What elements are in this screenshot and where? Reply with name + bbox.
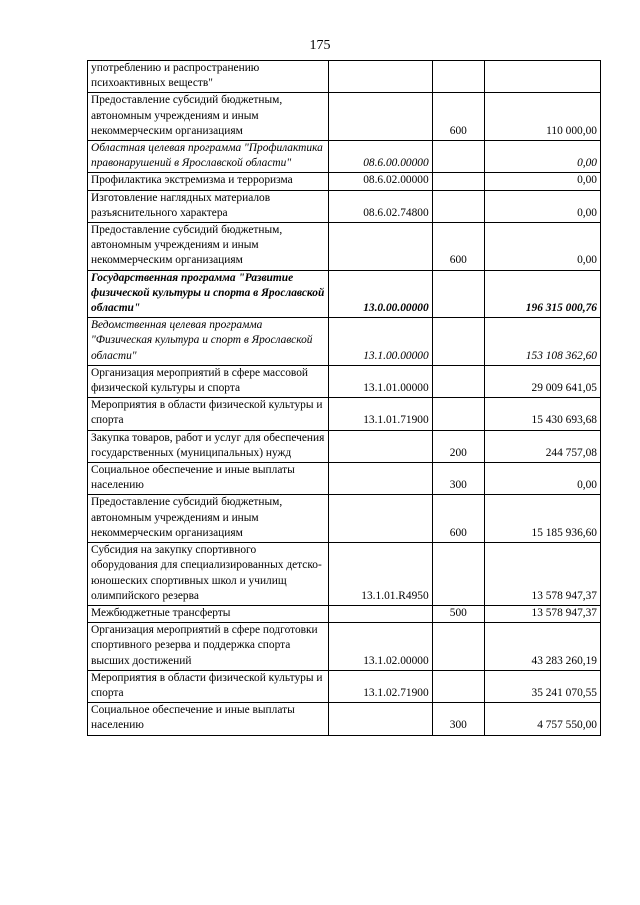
row-expense-type-cell: [432, 190, 484, 222]
row-amount-cell: 4 757 550,00: [484, 703, 600, 735]
row-expense-type-cell: [432, 543, 484, 606]
table-row: [88, 605, 601, 622]
row-code-cell: 08.6.00.00000: [329, 141, 432, 173]
row-amount-cell: 244 757,08: [484, 430, 600, 462]
row-name-cell: Профилактика экстремизма и терроризма: [88, 173, 329, 190]
row-expense-type-cell: [432, 318, 484, 366]
page-number: 175: [309, 38, 331, 53]
table-row: [88, 93, 601, 141]
row-name-cell: Межбюджетные трансферты: [88, 605, 329, 622]
row-expense-type-cell: 600: [432, 223, 484, 271]
row-name-cell: Мероприятия в области физической культуры и спорта: [88, 670, 329, 702]
row-expense-type-cell: [432, 670, 484, 702]
row-amount-cell: 0,00: [484, 463, 600, 495]
table-row: [88, 703, 601, 735]
row-code-cell: [329, 605, 432, 622]
table-row: [88, 365, 601, 397]
row-expense-type-cell: 300: [432, 463, 484, 495]
row-expense-type-cell: [432, 173, 484, 190]
row-expense-type-cell: 600: [432, 93, 484, 141]
table-row: [88, 543, 601, 606]
table-row: [88, 495, 601, 543]
row-expense-type-cell: [432, 141, 484, 173]
table-row: [88, 430, 601, 462]
row-expense-type-cell: [432, 398, 484, 430]
row-amount-cell: 13 578 947,37: [484, 543, 600, 606]
row-code-cell: 08.6.02.00000: [329, 173, 432, 190]
row-name-cell: Ведомственная целевая программа "Физическая культура и спорт в Ярославской области": [88, 318, 329, 366]
row-code-cell: [329, 463, 432, 495]
row-code-cell: [329, 93, 432, 141]
row-amount-cell: 0,00: [484, 190, 600, 222]
table-row: [88, 141, 601, 173]
row-amount-cell: 15 430 693,68: [484, 398, 600, 430]
row-expense-type-cell: [432, 270, 484, 318]
row-amount-cell: 0,00: [484, 223, 600, 271]
row-expense-type-cell: 600: [432, 495, 484, 543]
row-expense-type-cell: 500: [432, 605, 484, 622]
row-code-cell: 13.1.02.00000: [329, 623, 432, 671]
row-name-cell: Предоставление субсидий бюджетным, автономным учреждениям и иным некоммерческим организациям: [88, 223, 329, 271]
row-amount-cell: 0,00: [484, 173, 600, 190]
row-amount-cell: 0,00: [484, 141, 600, 173]
budget-table: [87, 60, 601, 736]
table-row: [88, 623, 601, 671]
row-name-cell: Организация мероприятий в сфере подготовки спортивного резерва и поддержка спорта высших достижений: [88, 623, 329, 671]
row-code-cell: 13.1.02.71900: [329, 670, 432, 702]
row-amount-cell: 110 000,00: [484, 93, 600, 141]
row-code-cell: [329, 430, 432, 462]
table-row: [88, 398, 601, 430]
row-amount-cell: 43 283 260,19: [484, 623, 600, 671]
row-code-cell: 13.1.01.71900: [329, 398, 432, 430]
row-amount-cell: 196 315 000,76: [484, 270, 600, 318]
row-expense-type-cell: [432, 623, 484, 671]
row-name-cell: Организация мероприятий в сфере массовой физической культуры и спорта: [88, 365, 329, 397]
row-name-cell: Субсидия на закупку спортивного оборудования для специализированных детско-юношеских спортивных школ и училищ олимпийского резерва: [88, 543, 329, 606]
row-expense-type-cell: 200: [432, 430, 484, 462]
row-name-cell: Государственная программа "Развитие физической культуры и спорта в Ярославской области": [88, 270, 329, 318]
row-amount-cell: [484, 61, 600, 93]
row-code-cell: 13.1.00.00000: [329, 318, 432, 366]
row-code-cell: [329, 703, 432, 735]
row-amount-cell: 35 241 070,55: [484, 670, 600, 702]
row-code-cell: 08.6.02.74800: [329, 190, 432, 222]
table-row: [88, 270, 601, 318]
table-row: [88, 190, 601, 222]
table-row: [88, 223, 601, 271]
row-code-cell: [329, 495, 432, 543]
row-name-cell: Предоставление субсидий бюджетным, автономным учреждениям и иным некоммерческим организациям: [88, 93, 329, 141]
table-row: [88, 61, 601, 93]
row-amount-cell: 29 009 641,05: [484, 365, 600, 397]
row-name-cell: употреблению и распространению психоактивных веществ": [88, 61, 329, 93]
row-name-cell: Областная целевая программа "Профилактика правонарушений в Ярославской области": [88, 141, 329, 173]
row-name-cell: Социальное обеспечение и иные выплаты населению: [88, 703, 329, 735]
table-row: [88, 463, 601, 495]
row-code-cell: 13.1.01.R4950: [329, 543, 432, 606]
budget-table-body: [88, 61, 601, 736]
row-amount-cell: 153 108 362,60: [484, 318, 600, 366]
table-row: [88, 670, 601, 702]
row-name-cell: Изготовление наглядных материалов разъяснительного характера: [88, 190, 329, 222]
row-expense-type-cell: [432, 61, 484, 93]
table-row: [88, 173, 601, 190]
table-row: [88, 318, 601, 366]
row-code-cell: 13.0.00.00000: [329, 270, 432, 318]
row-code-cell: [329, 61, 432, 93]
row-code-cell: 13.1.01.00000: [329, 365, 432, 397]
row-name-cell: Закупка товаров, работ и услуг для обеспечения государственных (муниципальных) нужд: [88, 430, 329, 462]
row-code-cell: [329, 223, 432, 271]
row-amount-cell: 15 185 936,60: [484, 495, 600, 543]
row-name-cell: Социальное обеспечение и иные выплаты населению: [88, 463, 329, 495]
row-amount-cell: 13 578 947,37: [484, 605, 600, 622]
row-expense-type-cell: [432, 365, 484, 397]
row-name-cell: Предоставление субсидий бюджетным, автономным учреждениям и иным некоммерческим организациям: [88, 495, 329, 543]
row-expense-type-cell: 300: [432, 703, 484, 735]
row-name-cell: Мероприятия в области физической культуры и спорта: [88, 398, 329, 430]
